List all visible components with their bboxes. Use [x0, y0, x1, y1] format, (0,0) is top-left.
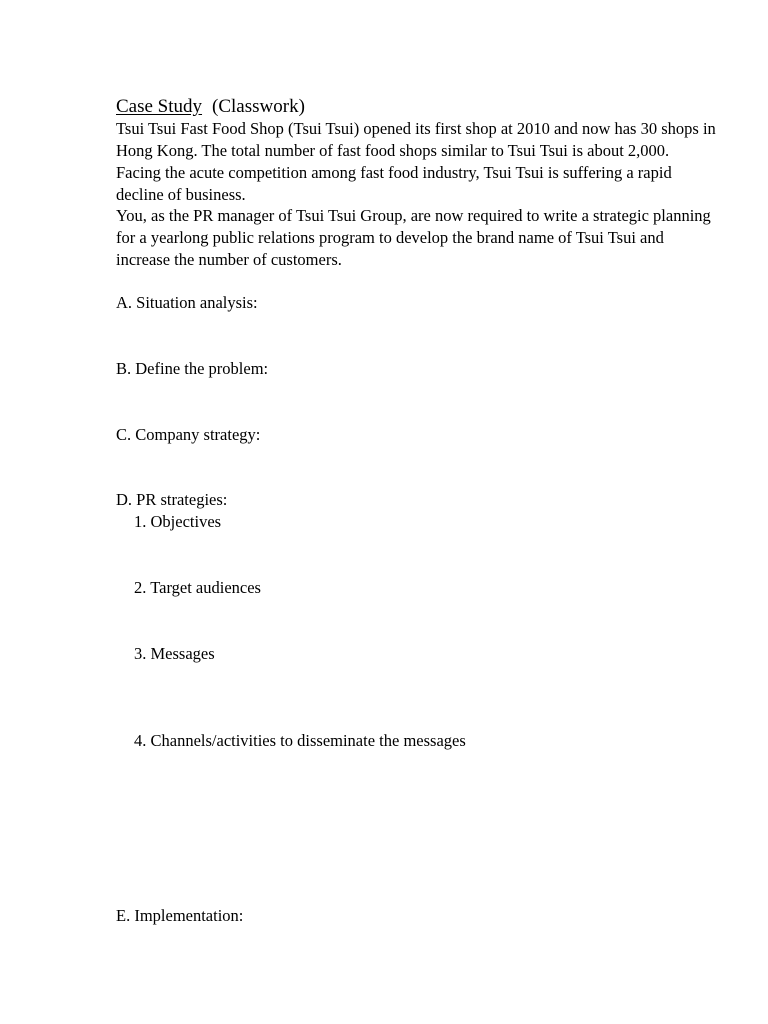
- section-c-heading: C. Company strategy:: [116, 425, 261, 444]
- task-paragraph: You, as the PR manager of Tsui Tsui Group, are now required to write a strategic planning for a yearlong public relations program to develop the brand name of Tsui Tsui and increase the number of customers.: [116, 206, 711, 269]
- section-b-heading: B. Define the problem:: [116, 359, 269, 378]
- section-e-heading: E. Implementation:: [116, 906, 244, 925]
- title-main: Case Study: [116, 96, 203, 117]
- title-suffix: (Classwork): [212, 96, 305, 117]
- section-d-heading: D. PR strategies:: [116, 490, 228, 509]
- section-d4-item: 4. Channels/activities to disseminate the messages: [134, 731, 466, 750]
- section-a-heading: A. Situation analysis:: [116, 293, 258, 312]
- section-d1-item: 1. Objectives: [134, 512, 222, 531]
- section-d3-item: 3. Messages: [134, 644, 215, 663]
- intro-paragraph: Tsui Tsui Fast Food Shop (Tsui Tsui) opened its first shop at 2010 and now has 30 shops in Hong Kong. The total number of fast food shops similar to Tsui Tsui is about 2,000. Facing the acute competition among fast food industry, Tsui Tsui is suffering a rapid decline of business.: [116, 119, 716, 204]
- section-d2-item: 2. Target audiences: [134, 578, 261, 597]
- document-title: [116, 95, 305, 119]
